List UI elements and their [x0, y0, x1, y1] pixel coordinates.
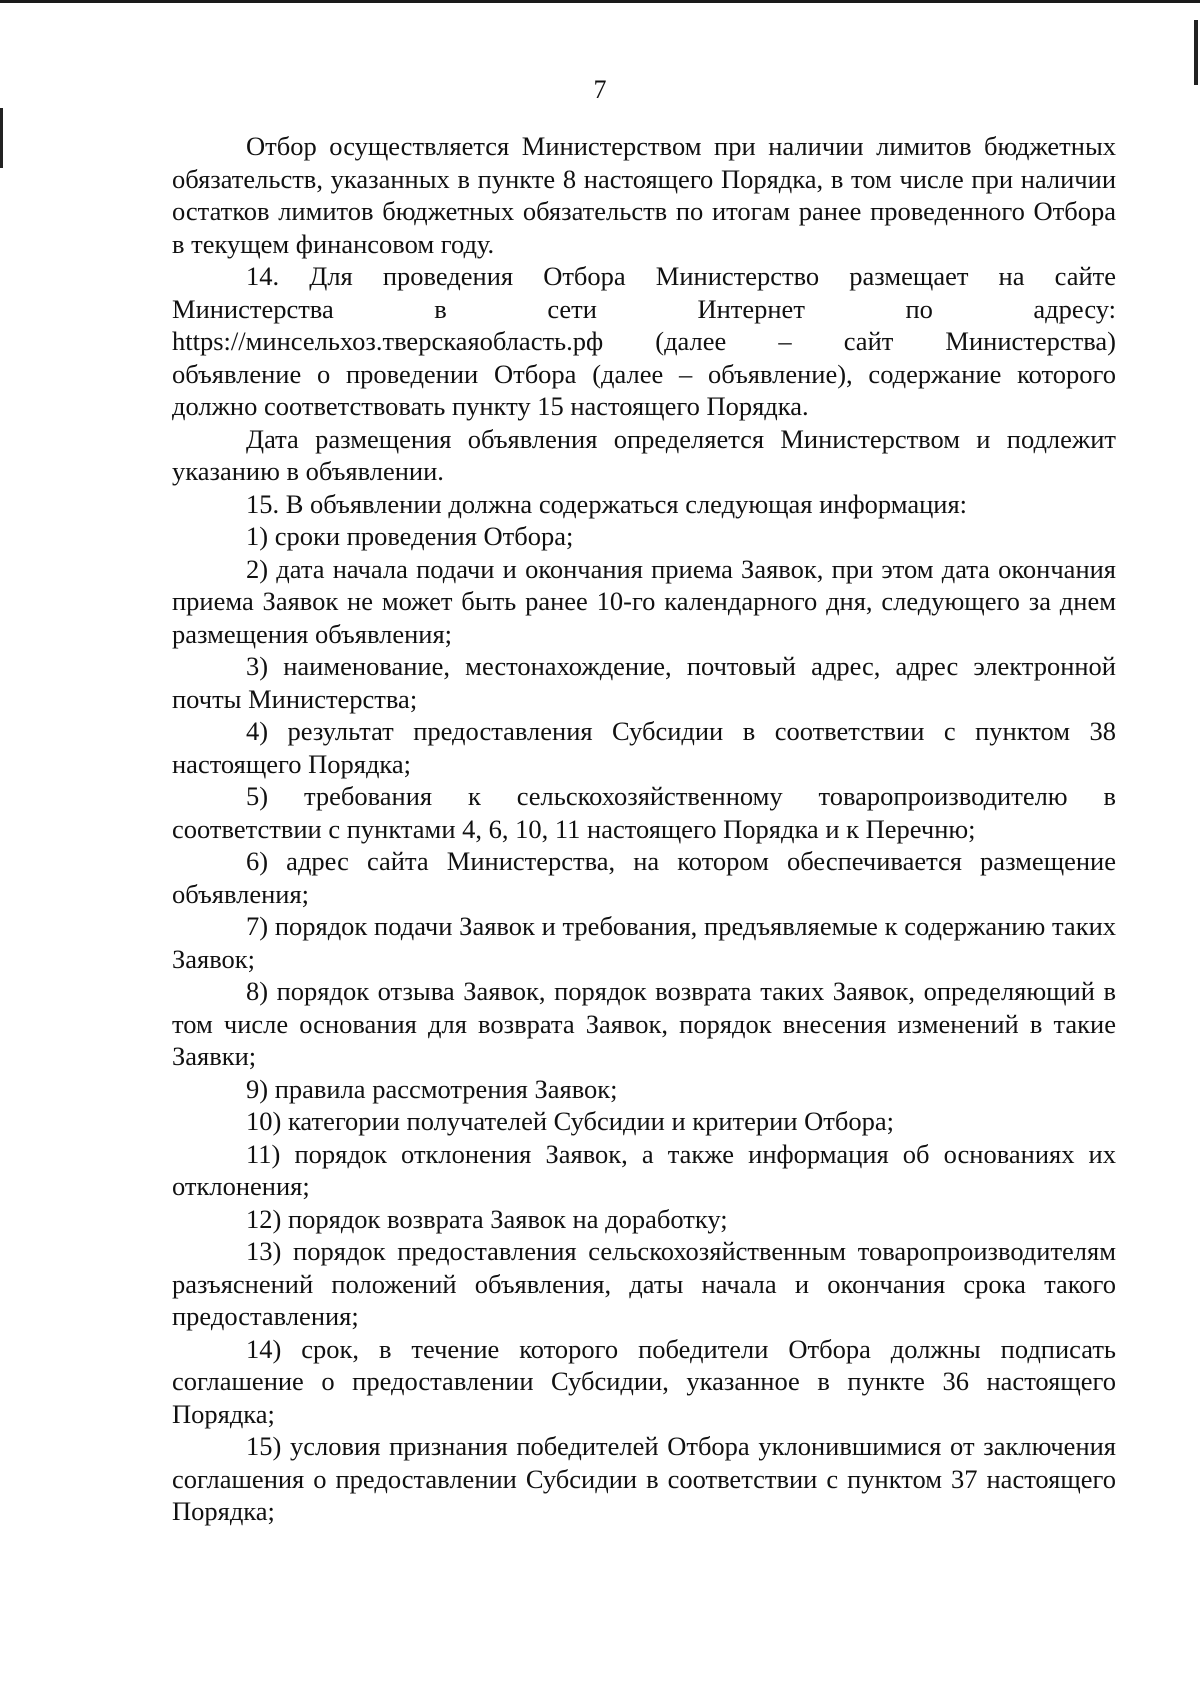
list-item: 5) требования к сельскохозяйственному товаропроизводителю в соответствии с пунктами 4, 6, 10, 11 настоящего Порядка и к Перечню;	[172, 781, 1116, 844]
paragraph: 14. Для проведения Отбора Министерство размещает на сайте	[246, 261, 1116, 291]
word: Интернет	[697, 293, 805, 324]
list-item: 4) результат предоставления Субсидии в соответствии с пунктом 38 настоящего Порядка;	[172, 716, 1116, 779]
list-item: 3) наименование, местонахождение, почтовый адрес, адрес электронной почты Министерства;	[172, 651, 1116, 714]
url-row	[172, 325, 1116, 358]
paragraph: объявление о проведении Отбора (далее – объявление), содержание которого должно соответствовать пункту 15 настоящего Порядка.	[172, 358, 1116, 421]
list-item: 6) адрес сайта Министерства, на котором обеспечивается размещение объявления;	[172, 846, 1116, 909]
address-row	[172, 293, 1116, 326]
word: Министерства	[172, 293, 334, 324]
list-item: 1) сроки проведения Отбора;	[246, 521, 574, 551]
list-item: 12) порядок возврата Заявок на доработку;	[246, 1203, 728, 1234]
word: по	[905, 293, 933, 324]
page-number: 7	[593, 75, 607, 104]
paragraph: Дата размещения объявления определяется Министерством и подлежит указанию в объявлении.	[172, 423, 1116, 486]
list-item: 15) условия признания победителей Отбора уклонившимися от заключения соглашения о предоставлении Субсидии в соответствии с пунктом 37 настоящего Порядка;	[172, 1431, 1116, 1526]
word: –	[778, 326, 792, 356]
website-url: https://минсельхоз.тверскаяобласть.рф	[172, 326, 604, 356]
word: в	[434, 293, 447, 324]
list-item: 13) порядок предоставления сельскохозяйственным товаропроизводителям разъяснений положений объявления, даты начала и окончания срока такого предоставления;	[172, 1236, 1116, 1331]
list-item: 2) дата начала подачи и окончания приема Заявок, при этом дата окончания приема Заявок не может быть ранее 10-го календарного дня, следующего за днем размещения объявления;	[172, 553, 1116, 649]
word: сети	[547, 293, 597, 324]
list-item: 8) порядок отзыва Заявок, порядок возврата таких Заявок, определяющий в том числе основания для возврата Заявок, порядок внесения изменений в такие Заявки;	[172, 976, 1116, 1071]
document-body	[172, 130, 1116, 1528]
word: сайт	[843, 326, 894, 356]
list-item: 7) порядок подачи Заявок и требования, предъявляемые к содержанию таких Заявок;	[172, 911, 1116, 974]
scan-left-mark	[0, 108, 3, 168]
paragraph: 15. В объявлении должна содержаться следующая информация:	[246, 488, 967, 519]
list-item: 11) порядок отклонения Заявок, а также информация об основаниях их отклонения;	[172, 1138, 1116, 1201]
list-item: 14) срок, в течение которого победители Отбора должны подписать соглашение о предоставлении Субсидии, указанное в пункте 36 настоящего Порядка;	[172, 1333, 1116, 1429]
list-item: 9) правила рассмотрения Заявок;	[246, 1073, 618, 1104]
word: адресу:	[1033, 293, 1116, 324]
word: Министерства)	[945, 326, 1116, 356]
paragraph: Отбор осуществляется Министерством при наличии лимитов бюджетных обязательств, указанных в пункте 8 настоящего Порядка, в том числе при наличии остатков лимитов бюджетных обязательств по итогам ранее проведенного Отбора в текущем финансовом году.	[172, 131, 1116, 259]
word: (далее	[655, 326, 727, 356]
list-item: 10) категории получателей Субсидии и критерии Отбора;	[246, 1106, 894, 1136]
scan-top-border	[0, 0, 1200, 3]
